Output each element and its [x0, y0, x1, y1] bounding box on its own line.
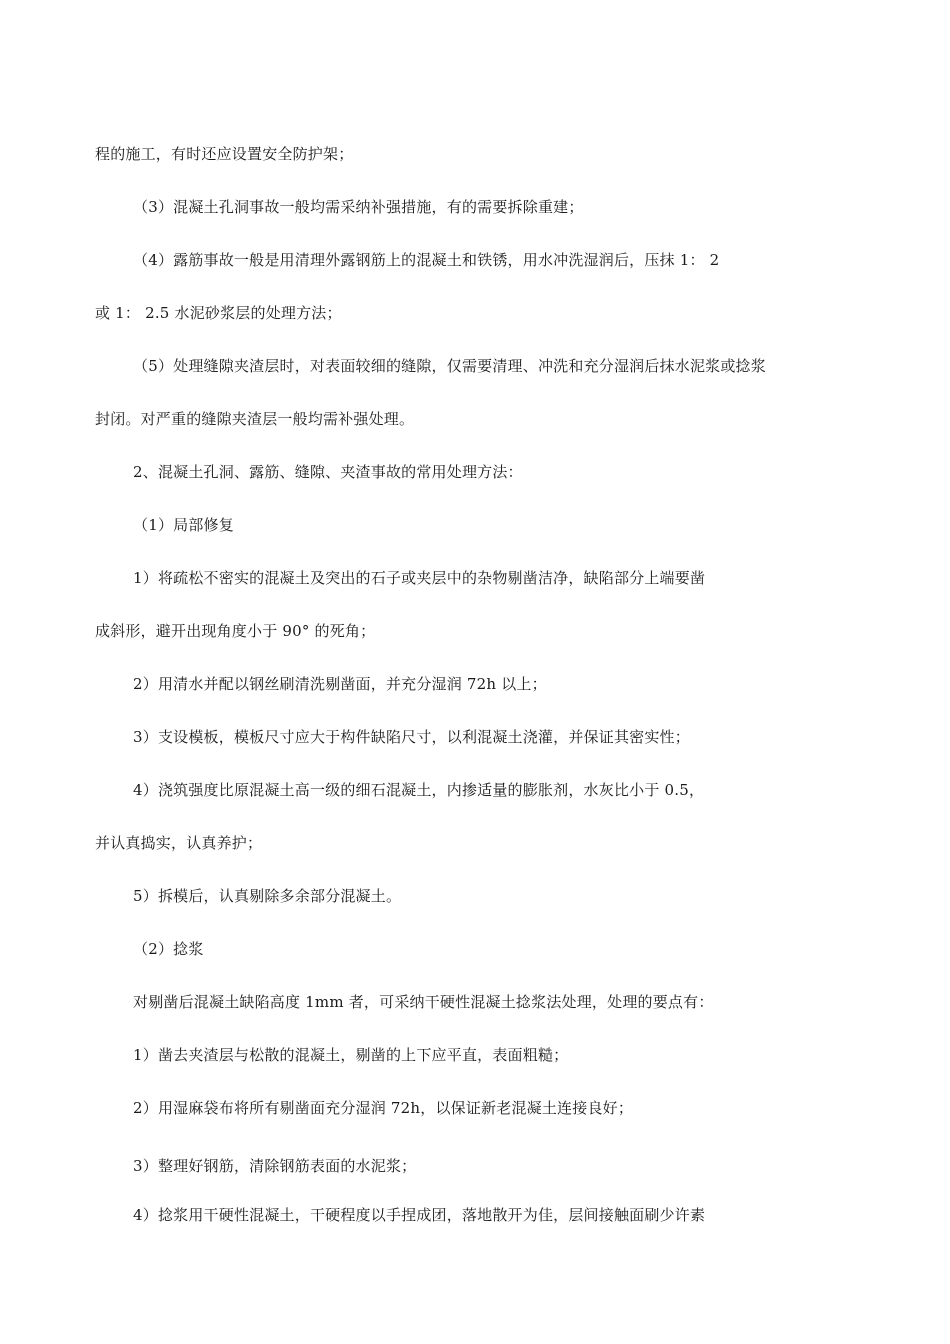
- text-line: 对剔凿后混凝土缺陷高度 1mm 者，可采纳干硬性混凝土捻浆法处理，处理的要点有：: [133, 993, 714, 1011]
- text-line: 3）整理好钢筋，清除钢筋表面的水泥浆；: [133, 1157, 417, 1175]
- text-line: 成斜形，避开出现角度小于 90° 的死角；: [95, 622, 376, 640]
- text-line: 1）凿去夹渣层与松散的混凝土，剔凿的上下应平直，表面粗糙；: [133, 1046, 569, 1064]
- text-line: （3）混凝土孔洞事故一般均需采纳补强措施，有的需要拆除重建；: [133, 198, 584, 216]
- section-heading: 2、混凝土孔洞、露筋、缝隙、夹渣事故的常用处理方法：: [133, 463, 523, 481]
- text-line: 2）用湿麻袋布将所有剔凿面充分湿润 72h，以保证新老混凝土连接良好；: [133, 1099, 634, 1117]
- text-line: 封闭。对严重的缝隙夹渣层一般均需补强处理。: [95, 410, 415, 428]
- text-line: （4）露筋事故一般是用清理外露钢筋上的混凝土和铁锈，用水冲洗湿润后，压抹 1： 2: [133, 251, 720, 269]
- text-line: 程的施工，有时还应设置安全防护架；: [95, 145, 354, 163]
- subsection-heading: （1）局部修复: [133, 516, 234, 534]
- text-line: （5）处理缝隙夹渣层时，对表面较细的缝隙，仅需要清理、冲洗和充分湿润后抹水泥浆或捻浆: [133, 357, 766, 375]
- subsection-heading: （2）捻浆: [133, 940, 204, 958]
- text-line: 或 1： 2.5 水泥砂浆层的处理方法；: [95, 304, 342, 322]
- text-line: 4）浇筑强度比原混凝土高一级的细石混凝土，内掺适量的膨胀剂，水灰比小于 0.5，: [133, 781, 705, 799]
- text-line: 5）拆模后，认真剔除多余部分混凝土。: [133, 887, 402, 905]
- text-line: 并认真捣实，认真养护；: [95, 834, 263, 852]
- text-line: 4）捻浆用干硬性混凝土，干硬程度以手捏成团，落地散开为佳，层间接触面刷少许素: [133, 1206, 706, 1224]
- text-line: 2）用清水并配以钢丝刷清洗剔凿面，并充分湿润 72h 以上；: [133, 675, 547, 693]
- text-line: 1）将疏松不密实的混凝土及突出的石子或夹层中的杂物剔凿洁净，缺陷部分上端要凿: [133, 569, 706, 587]
- text-line: 3）支设模板，模板尺寸应大于构件缺陷尺寸，以利混凝土浇灌，并保证其密实性；: [133, 728, 690, 746]
